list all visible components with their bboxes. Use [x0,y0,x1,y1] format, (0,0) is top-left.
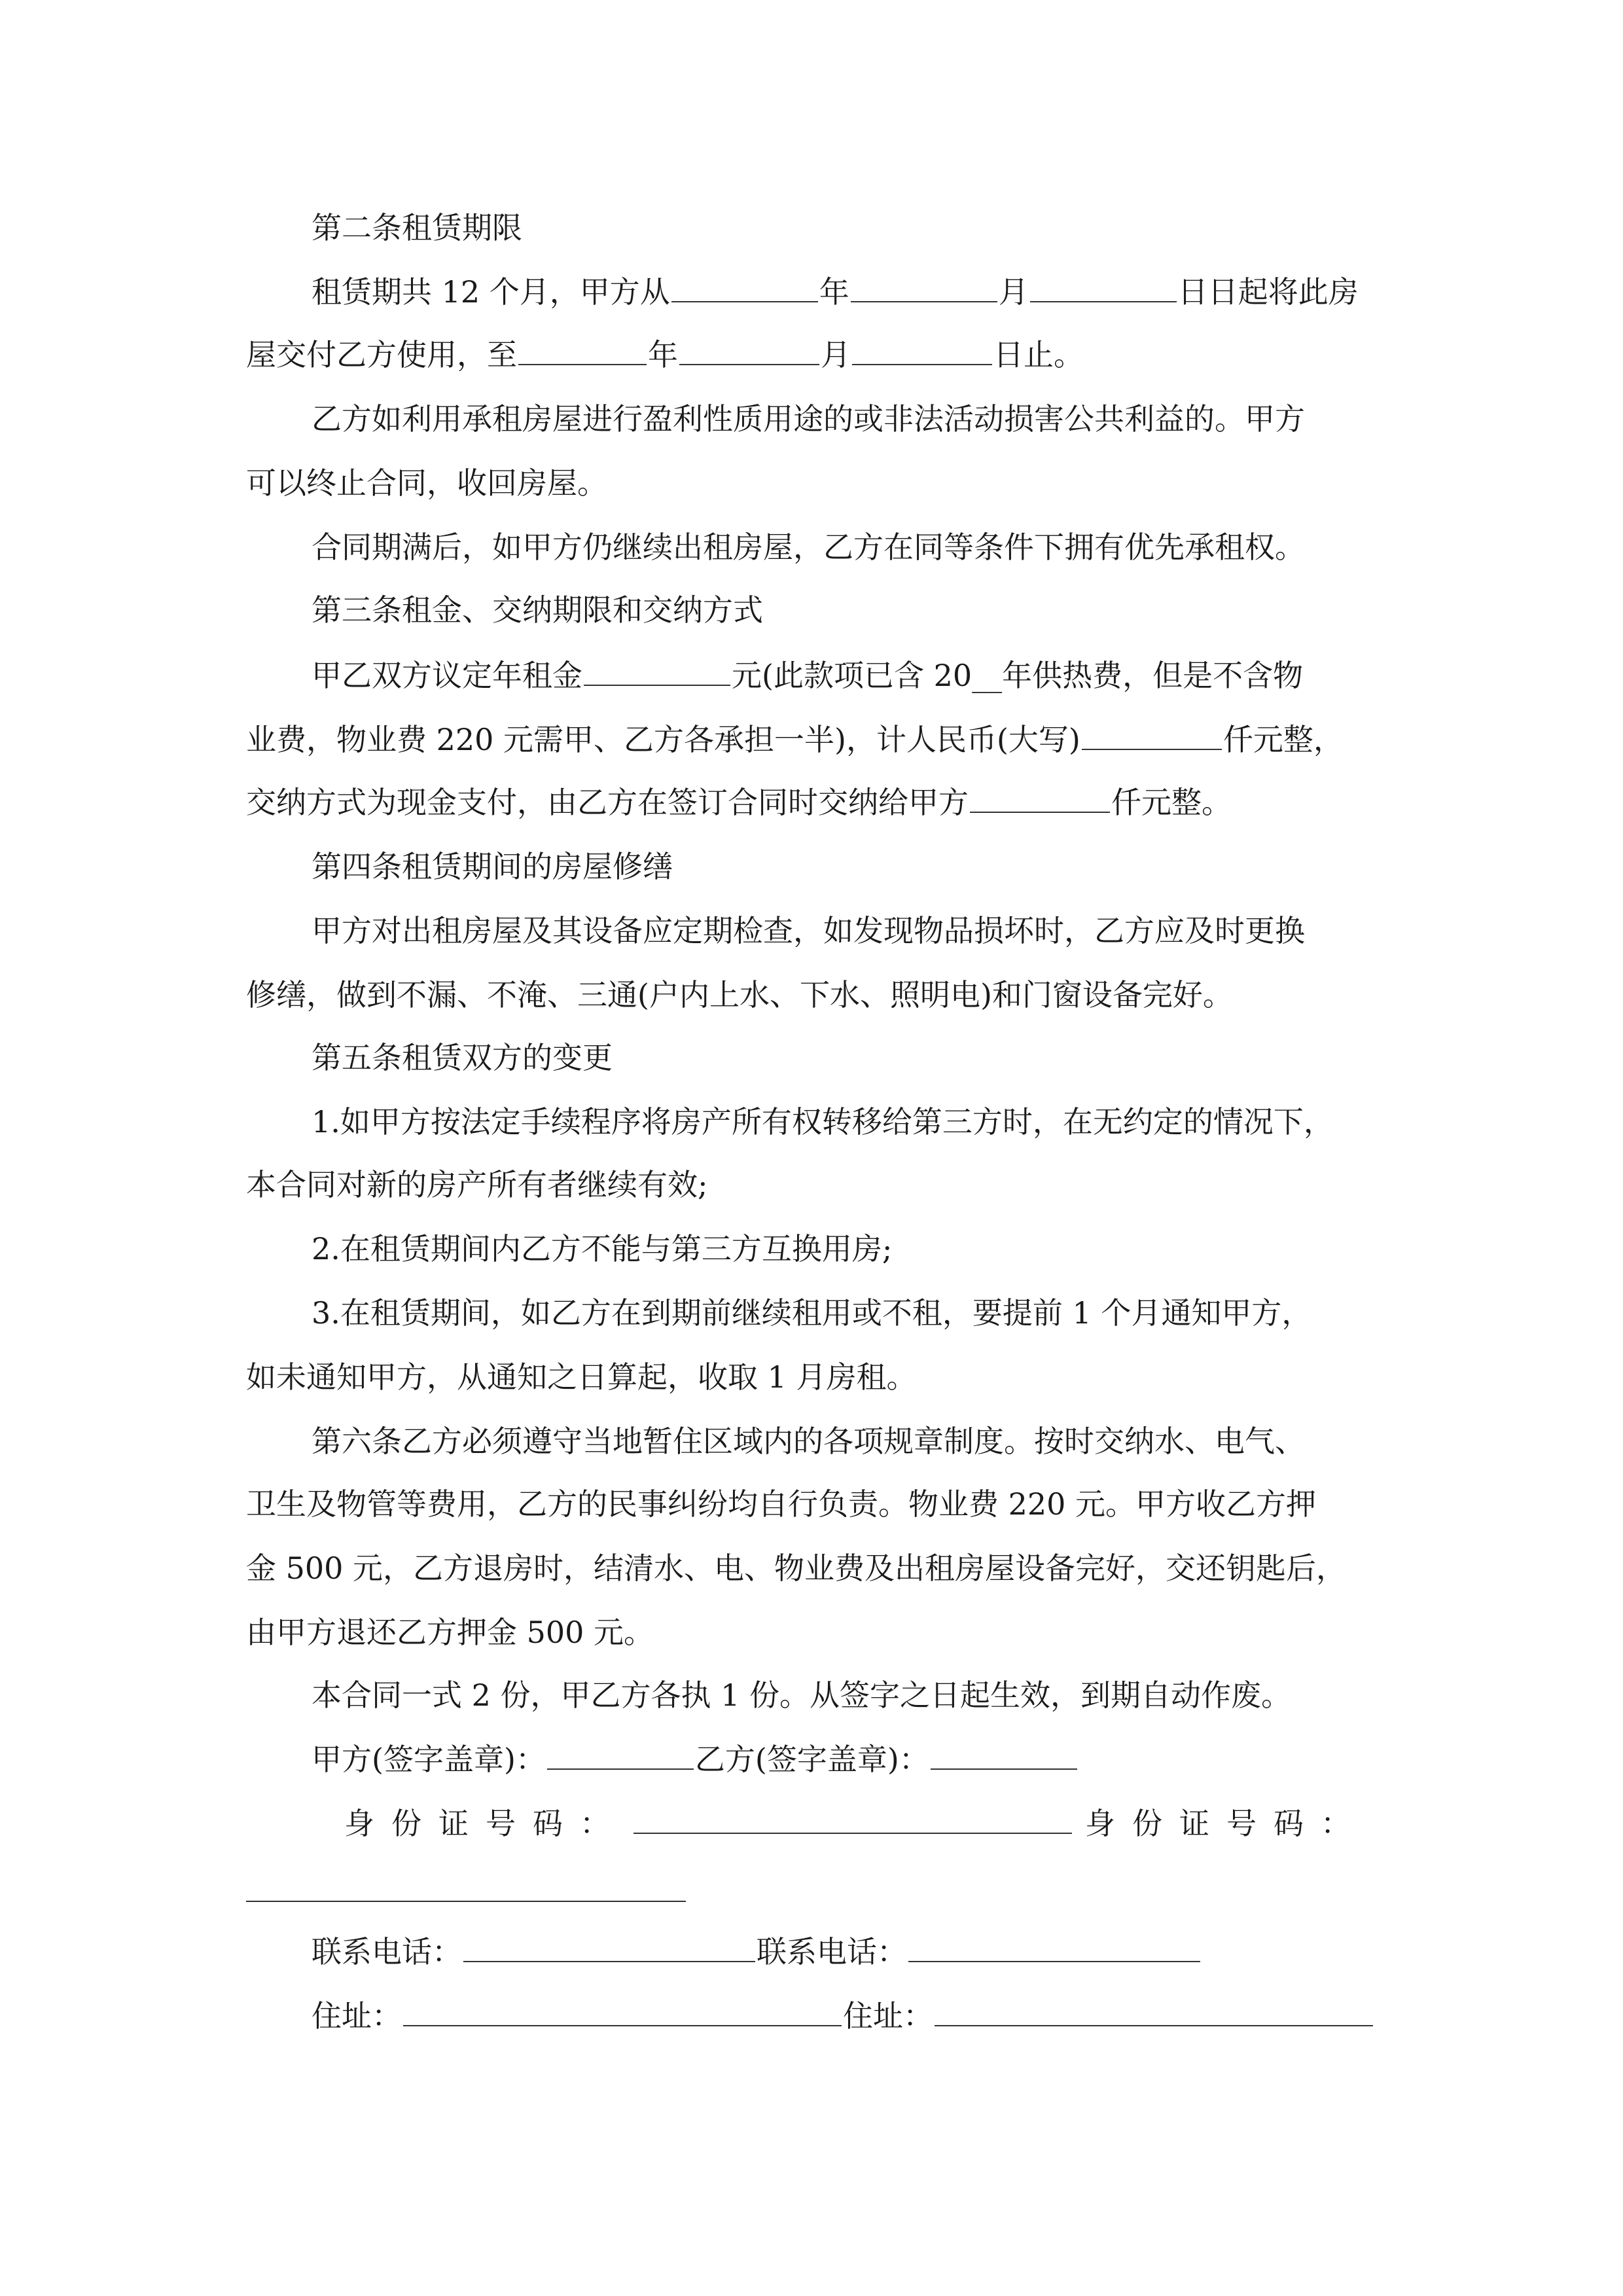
article4-line1: 甲方对出租房屋及其设备应定期检查，如发现物品损坏时，乙方应及时更换 [312,913,1305,948]
article5-item3-line1: 3.在租赁期间，如乙方在到期前继续租用或不租，要提前 1 个月通知甲方， [312,1295,1312,1331]
party-b-sign-blank[interactable] [931,1742,1077,1770]
party-b-id-label: 身份证号码： [1085,1806,1368,1841]
year-from-blank[interactable] [671,275,818,302]
party-b-address-blank[interactable] [935,1999,1373,2026]
phone-line [312,1932,1398,1971]
article5-title: 第五条租赁双方的变更 [312,1040,613,1075]
article5-item1-line1: 1.如甲方按法定手续程序将房产所有权转移给第三方时，在无约定的情况下， [312,1104,1334,1139]
article6-line2: 卫生及物管等费用，乙方的民事纠纷均自行负责。物业费 220 元。甲方收乙方押 [246,1486,1317,1522]
article6-line3: 金 500 元，乙方退房时，结清水、电、物业费及出租房屋设备完好，交还钥匙后， [246,1551,1347,1586]
id-number-line [344,1804,1372,1843]
article3-line2 [246,720,1398,759]
article5-item1-line2: 本合同对新的房产所有者继续有效; [246,1167,708,1202]
party-b-id-blank[interactable] [246,1901,686,1902]
article5-item3-line2: 如未通知甲方，从通知之日算起，收取 1 月房租。 [246,1359,917,1395]
article4-title: 第四条租赁期间的房屋修缮 [312,849,673,884]
signature-line [312,1740,1398,1779]
day-to-label: 日止。 [993,337,1084,372]
article2-misuse-line2: 可以终止合同，收回房屋。 [246,465,607,501]
rent-text-3: 业费，物业费 220 元需甲、乙方各承担一半)，计人民币(大写) [246,722,1080,757]
day-from-blank[interactable] [1030,275,1177,302]
rent-text-4: 仟元整， [1222,722,1344,757]
article3-line1 [312,656,1398,695]
party-a-id-label: 身份证号码： [344,1806,627,1841]
closing-statement: 本合同一式 2 份，甲乙方各执 1 份。从签字之日起生效，到期自动作废。 [312,1677,1292,1713]
party-a-address-label: 住址： [312,1998,402,2034]
month-label-2: 月 [821,337,851,372]
party-a-phone-label: 联系电话： [312,1934,462,1969]
year-label: 年 [819,274,849,310]
article6-line1: 第六条乙方必须遵守当地暂住区域内的各项规章制度。按时交纳水、电气、 [312,1424,1305,1459]
party-a-phone-blank[interactable] [463,1935,755,1962]
article2-misuse-line1: 乙方如利用承租房屋进行盈利性质用途的或非法活动损害公共利益的。甲方 [312,401,1305,437]
term-text: 租赁期共 12 个月，甲方从 [312,274,670,310]
article5-item2: 2.在租赁期间内乙方不能与第三方互换用房; [312,1231,893,1266]
party-a-id-blank[interactable] [633,1806,1072,1834]
annual-rent-blank[interactable] [584,658,730,686]
address-line [312,1996,1398,2036]
party-b-address-label: 住址： [843,1998,933,2034]
party-a-sign-label: 甲方(签字盖章)： [312,1742,546,1777]
party-b-phone-label: 联系电话： [757,1934,907,1969]
rent-text-2: 元(此款项已含 20__年供热费，但是不含物 [732,658,1304,693]
article3-title: 第三条租金、交纳期限和交纳方式 [312,592,763,628]
rent-text-5: 交纳方式为现金支付，由乙方在签订合同时交纳给甲方 [246,785,969,820]
article2-term-line1 [312,272,1398,312]
article2-title: 第二条租赁期限 [312,210,522,245]
rent-text-6: 仟元整。 [1111,785,1232,820]
month-label: 月 [998,274,1029,310]
article4-line2: 修缮，做到不漏、不淹、三通(户内上水、下水、照明电)和门窗设备完好。 [246,977,1233,1013]
party-b-sign-label: 乙方(签字盖章)： [694,1742,929,1777]
rent-text: 甲乙双方议定年租金 [312,658,582,693]
month-to-blank[interactable] [679,338,819,365]
article3-line3 [246,783,1398,822]
party-a-sign-blank[interactable] [547,1742,694,1770]
rent-capital-blank[interactable] [1082,723,1222,750]
article6-line4: 由甲方退还乙方押金 500 元。 [246,1615,654,1650]
party-b-phone-blank[interactable] [908,1935,1200,1962]
article2-term-line2 [246,335,1398,374]
day-from-label: 日日起将此房 [1177,274,1359,310]
payment-blank[interactable] [970,785,1110,813]
term-text-2: 屋交付乙方使用，至 [246,337,517,372]
month-from-blank[interactable] [851,275,997,302]
year-to-blank[interactable] [518,338,647,365]
day-to-blank[interactable] [852,338,992,365]
article2-renew: 合同期满后，如甲方仍继续出租房屋，乙方在同等条件下拥有优先承租权。 [312,529,1305,565]
party-a-address-blank[interactable] [403,1999,842,2026]
year-label-2: 年 [648,337,678,372]
